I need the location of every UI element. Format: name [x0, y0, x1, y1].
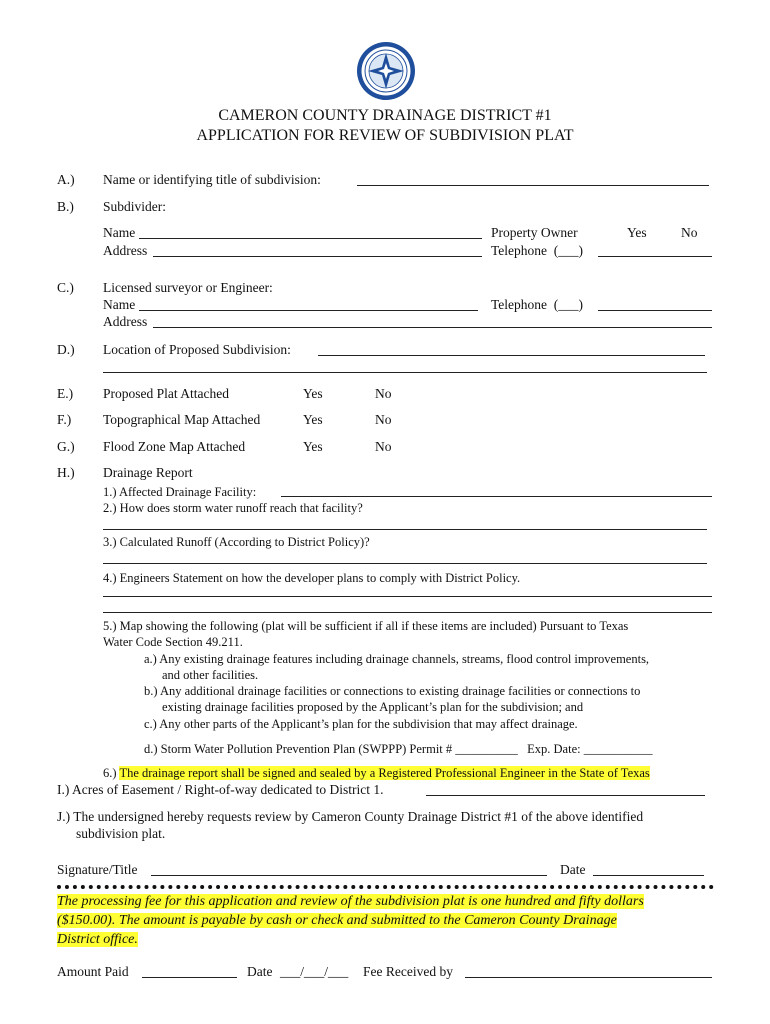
- subdivider-address-field[interactable]: [153, 256, 482, 257]
- section-f-letter: F.): [57, 412, 72, 427]
- engineer-name-field[interactable]: [139, 310, 478, 311]
- section-a-letter: A.): [57, 172, 75, 187]
- property-owner-yes[interactable]: Yes: [627, 225, 647, 240]
- drainage-q5a-line2: and other facilities.: [162, 668, 259, 682]
- section-j-line1: J.) The undersigned hereby requests review by Cameron County Drainage District #1 of the above identified: [57, 809, 644, 824]
- drainage-q5c: c.) Any other parts of the Applicant’s plan for the subdivision that may affect drainage.: [144, 717, 578, 731]
- property-owner-no[interactable]: No: [681, 225, 698, 240]
- subdivision-name-field[interactable]: [357, 185, 709, 186]
- subdivider-telephone-label: Telephone (___): [491, 243, 584, 258]
- section-c-letter: C.): [57, 280, 74, 295]
- section-e-label: Proposed Plat Attached: [103, 386, 229, 401]
- swppp-permit-field[interactable]: __________: [455, 742, 518, 756]
- flood-map-yes[interactable]: Yes: [303, 439, 323, 454]
- subdivider-name-label: Name: [103, 225, 136, 240]
- fee-note: [57, 892, 707, 949]
- form-title-line1: CAMERON COUNTY DRAINAGE DISTRICT #1: [218, 107, 552, 124]
- calculated-runoff-field[interactable]: [103, 563, 707, 564]
- signature-date-field[interactable]: [593, 875, 704, 876]
- section-j-line2: subdivision plat.: [76, 826, 166, 841]
- drainage-q5-line1: 5.) Map showing the following (plat will be sufficient if all if these items are included) Pursuant to Texas: [103, 619, 629, 633]
- plat-attached-no[interactable]: No: [375, 386, 392, 401]
- fee-received-field[interactable]: [465, 977, 712, 978]
- subdivider-address-label: Address: [103, 243, 148, 258]
- location-field-line1[interactable]: [318, 355, 705, 356]
- engineer-statement-field-2[interactable]: [103, 612, 712, 613]
- location-field-line2[interactable]: [103, 372, 707, 373]
- section-g-letter: G.): [57, 439, 75, 454]
- swppp-permit-row: d.) Storm Water Pollution Prevention Plan (SWPPP) Permit # __________ Exp. Date: ___________: [144, 742, 653, 756]
- easement-acres-field[interactable]: [426, 795, 705, 796]
- drainage-q2-label: 2.) How does storm water runoff reach that facility?: [103, 501, 363, 515]
- engineer-name-label: Name: [103, 297, 136, 312]
- amount-paid-field[interactable]: [142, 977, 237, 978]
- engineer-address-field[interactable]: [153, 327, 712, 328]
- county-seal-logo: [356, 41, 416, 101]
- fee-received-label: Fee Received by: [363, 964, 453, 979]
- footer-date-label: Date: [247, 964, 273, 979]
- section-a-label: Name or identifying title of subdivision:: [103, 172, 321, 187]
- drainage-q4-label: 4.) Engineers Statement on how the developer plans to comply with District Policy.: [103, 571, 521, 585]
- footer-date-field[interactable]: ___/___/___: [280, 964, 349, 979]
- section-d-letter: D.): [57, 342, 75, 357]
- drainage-q6: 6.) The drainage report shall be signed and sealed by a Registered Professional Engineer in the State of Texas: [103, 766, 650, 780]
- section-d-label: Location of Proposed Subdivision:: [103, 342, 291, 357]
- property-owner-label: Property Owner: [491, 225, 578, 240]
- engineer-address-label: Address: [103, 314, 148, 329]
- section-f-label: Topographical Map Attached: [103, 412, 261, 427]
- section-c-label: Licensed surveyor or Engineer:: [103, 280, 273, 295]
- drainage-q5a-line1: a.) Any existing drainage features including drainage channels, streams, flood control improvements,: [144, 652, 650, 666]
- drainage-q5b-line1: b.) Any additional drainage facilities or connections to existing drainage facilities or connections to: [144, 684, 641, 698]
- section-h-label: Drainage Report: [103, 465, 193, 480]
- fee-note-line2: ($150.00). The amount is payable by cash or check and submitted to the Cameron County Drainage: [57, 913, 617, 928]
- signature-date-label: Date: [560, 862, 586, 877]
- amount-paid-label: Amount Paid: [57, 964, 129, 979]
- section-e-letter: E.): [57, 386, 74, 401]
- runoff-reach-field[interactable]: [103, 529, 707, 530]
- drainage-q3-label: 3.) Calculated Runoff (According to District Policy)?: [103, 535, 370, 549]
- engineer-telephone-field[interactable]: [598, 310, 712, 311]
- drainage-q5b-line2: existing drainage facilities proposed by the Applicant’s plan for the subdivision; and: [162, 700, 584, 714]
- fee-note-line1: The processing fee for this application and review of the subdivision plat is one hundred and fifty dollars: [57, 894, 644, 909]
- drainage-q1-label: 1.) Affected Drainage Facility:: [103, 485, 257, 499]
- engineer-statement-field-1[interactable]: [103, 596, 712, 597]
- form-title-line2: APPLICATION FOR REVIEW OF SUBDIVISION PLAT: [196, 127, 574, 144]
- section-i-label: I.) Acres of Easement / Right-of-way dedicated to District 1.: [57, 782, 384, 797]
- swppp-exp-date-field[interactable]: ___________: [583, 742, 653, 756]
- signature-title-field[interactable]: [151, 875, 547, 876]
- flood-map-no[interactable]: No: [375, 439, 392, 454]
- section-g-label: Flood Zone Map Attached: [103, 439, 246, 454]
- q6-highlighted-text: The drainage report shall be signed and sealed by a Registered Professional Engineer in the State of Texas: [119, 766, 650, 780]
- topo-map-no[interactable]: No: [375, 412, 392, 427]
- section-h-letter: H.): [57, 465, 75, 480]
- subdivider-telephone-field[interactable]: [598, 256, 712, 257]
- drainage-q5-line2: Water Code Section 49.211.: [103, 635, 243, 649]
- affected-facility-field[interactable]: [281, 496, 712, 497]
- plat-attached-yes[interactable]: Yes: [303, 386, 323, 401]
- dotted-divider: [57, 885, 714, 889]
- topo-map-yes[interactable]: Yes: [303, 412, 323, 427]
- fee-note-line3: District office.: [57, 932, 138, 947]
- engineer-telephone-label: Telephone (___): [491, 297, 584, 312]
- section-b-label: Subdivider:: [103, 199, 166, 214]
- section-b-letter: B.): [57, 199, 74, 214]
- subdivider-name-field[interactable]: [139, 238, 482, 239]
- signature-title-label: Signature/Title: [57, 862, 138, 877]
